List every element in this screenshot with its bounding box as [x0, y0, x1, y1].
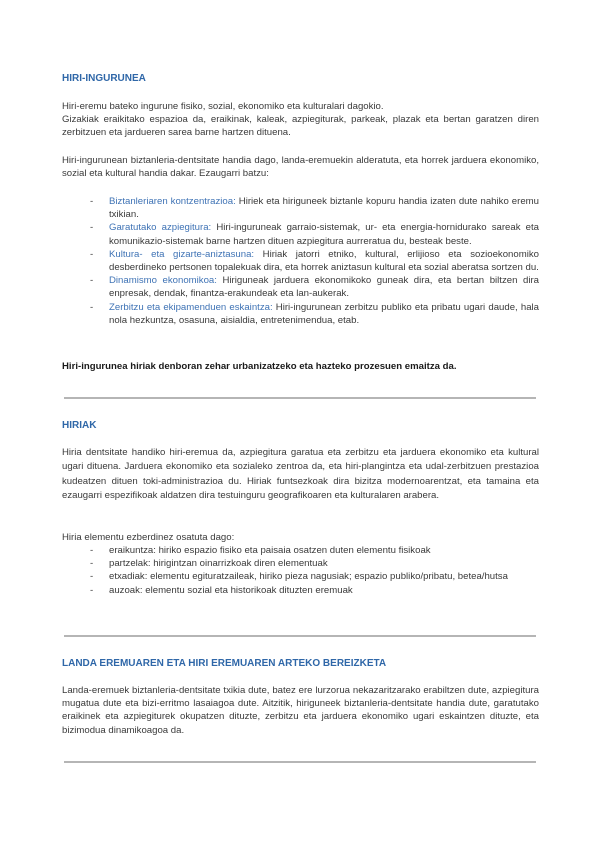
section-heading: LANDA EREMUAREN ETA HIRI EREMUAREN ARTEKO BEREIZKETA [62, 658, 387, 669]
list-item: - etxadiak: elementu egituratzaileak, hiriko pieza nagusiak; espazio publiko/pribatu, betea/hutsa [90, 571, 508, 583]
section-heading: HIRIAK [62, 420, 97, 431]
list-item: - Garatutako azpiegitura: Hiri-inguruneak garraio-sistemak, ur- eta energia-hornidurako sareak eta komunikazio-sistemak barne hartzen dituen azpiegitura aurreratua du, besteak beste. [90, 222, 539, 247]
list-item: - Kultura- eta gizarte-aniztasuna: Hiriak jatorri etniko, kultural, erlijioso eta sozioekonomiko desberdineko pertsonen topalekuak dira, eta horrek aniztasun kultural eta sozial aberatsa sortzen du. [90, 248, 539, 274]
paragraph: Hiria elementu ezberdinez osatuta dago: [62, 532, 235, 543]
paragraph [62, 100, 539, 140]
divider [64, 397, 536, 399]
list-term: Garatutako azpiegitura: [109, 222, 212, 234]
feature-list [62, 195, 539, 327]
paragraph: Hiri-ingurunean biztanleria-dentsitate handia dago, landa-eremuekin alderatuta, eta horrek jarduera ekonomiko, sozial eta kultural handia dakar. Ezaugarri batzu: [62, 155, 539, 180]
divider [64, 761, 536, 763]
conclusion: Hiri-ingurunea hiriak denboran zehar urbanizatzeko eta hazteko prozesuen emaitza da. [62, 361, 457, 372]
list-item: - eraikuntza: hiriko espazio fisiko eta paisaia osatzen duten elementu fisikoak [90, 545, 431, 556]
list-term: Biztanleriaren kontzentrazioa: [109, 196, 236, 207]
list-item: - Dinamismo ekonomikoa: Hiriguneak jarduera ekonomikoko guneak dira, eta bertan biltzen dira enpresak, dendak, finantza-erakundeak eta lan-aukerak. [90, 275, 539, 300]
section-heading: HIRI-INGURUNEA [62, 73, 146, 84]
list-term: Kultura- eta gizarte-aniztasuna: [109, 248, 255, 260]
list-item: - Biztanleriaren kontzentrazioa: Hiriek eta hiriguneek biztanle kopuru handia izaten dute nahiko eremu txikian. [90, 196, 539, 221]
paragraph-line: Hiri-eremu bateko ingurune fisiko, sozial, ekonomiko eta kulturalari dagokio. [62, 101, 384, 112]
element-list [62, 544, 539, 597]
paragraph: Hiria dentsitate handiko hiri-eremua da, azpiegitura garatua eta zerbitzu eta jarduera ekonomiko eta kultural ugari dituena. Jarduera ekonomiko eta sozialeko zentroa da, eta hiri-plangintza eta udal-zerbitzuen prestazioa kudeatzen dituen toki-administrazioa du. Hiriak funtsezkoak dira bizitza modernoarentzat, eta tamaina eta ezaugarri espezifikoak aldatzen dira testuinguru geografikoaren eta kulturalaren arabera. [62, 447, 539, 502]
divider [64, 635, 536, 637]
list-term: Zerbitzu eta ekipamenduen eskaintza: [109, 301, 273, 313]
list-item: - Zerbitzu eta ekipamenduen eskaintza: Hiri-ingurunean zerbitzu publiko eta pribatu ugari daude, hala nola hezkuntza, osasuna, aisialdia, entretenimendua, etab. [90, 301, 539, 326]
list-term: Dinamismo ekonomikoa: [109, 275, 217, 287]
list-item: - auzoak: elementu sozial eta historikoak dituzten eremuak [90, 584, 353, 596]
list-item: - partzelak: hirigintzan oinarrizkoak diren elementuak [90, 558, 328, 570]
paragraph-line: Gizakiak eraikitako espazioa da, eraikinak, kaleak, azpiegiturak, parkeak, plazak eta bertan garatzen diren zerbitzuen eta jardueren sarea barne hartzen dituena. [62, 114, 539, 139]
paragraph: Landa-eremuek biztanleria-dentsitate txikia dute, batez ere lurzorua nekazaritzarako erabiltzen dute, azpiegitura mugatua dute eta bizi-erritmo lasaiagoa dute. Aitzitik, hiriguneek biztanleria-dentsitate handia dute, garatutako eraikinek eta azpiegiturek okupatzen dituzte, zerbitzu eta jarduera ekonomiko ugari eskaintzen dituzte, eta bizimodua dinamikoagoa da. [62, 685, 539, 736]
